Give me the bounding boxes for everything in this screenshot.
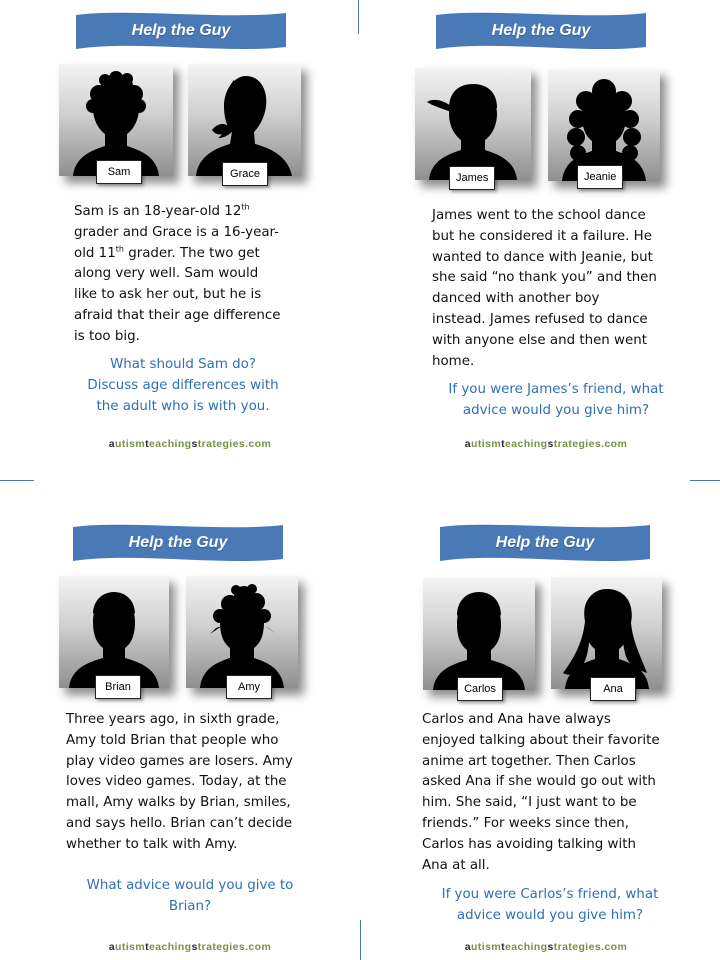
name-label-jeanie: Jeanie [577,165,623,189]
story-text: Three years ago, in sixth grade, Amy told Brian that people who play video games are losers. Amy loves video games. Today, at the mall, Amy walks by Brian, smiles, and says hello. Brian can’t decide whether to talk with Amy. [66,712,293,852]
cut-mark-left [0,480,34,481]
photo-brian [59,576,169,693]
discussion-question: If you were Carlos’s friend, what advice would you give him? [441,887,659,923]
website-footer: autismteachingstrategies.com [108,941,272,953]
website-footer: autismteachingstrategies.com [464,438,628,450]
name-label-ana: Ana [590,677,636,701]
card-banner [440,522,650,564]
discussion-question: If you were James’s friend, what advice would you give him? [448,382,664,418]
banner-title: Help the Guy [131,22,231,39]
story-text: James went to the school dance but he considered it a failure. He wanted to dance with Jeanie, but she said “no thank you” and then danced with another boy instead. James refused to dance with anyone else and then went home. [432,208,657,369]
website-footer: autismteachingstrategies.com [464,941,628,953]
name-label-carlos: Carlos [457,677,503,701]
short-hair-boy-silhouette-icon [423,578,535,690]
name-label-amy: Amy [226,675,272,699]
discussion-question: What advice would you give to Brian? [86,878,294,914]
story-text: Sam is an 18-year-old 12th grader and Grace is a 16-year- old 11th grader. The two get along very well. Sam would like to ask her out, but he is afraid that their age difference is too big. [74,202,281,344]
website-footer: autismteachingstrategies.com [108,438,272,450]
banner-title: Help the Guy [128,534,228,551]
name-label-grace: Grace [222,162,268,186]
card-banner [436,10,646,52]
cut-mark-right [690,480,720,481]
photo-james [415,68,531,184]
photo-amy [186,576,298,693]
cut-mark-bottom [360,920,361,960]
banner-title: Help the Guy [495,534,595,551]
discussion-question: What should Sam do? Discuss age differences with the adult who is with you. [87,357,279,414]
ponytail-girl-silhouette-icon [188,64,301,176]
name-label-james: James [449,166,495,190]
name-label-brian: Brian [95,675,141,699]
banner-title: Help the Guy [491,22,591,39]
card-banner [76,10,286,52]
cap-boy-silhouette-icon [415,68,531,180]
story-text: Carlos and Ana have always enjoyed talking about their favorite anime art together. Then Carlos asked Ana if she would go out with him. She said, “I just want to be friends.” For weeks since then, Carlos has avoiding talking with Ana at all. [422,712,660,873]
name-label-sam: Sam [96,160,142,184]
photo-sam [59,64,173,176]
short-hair-boy-silhouette-icon [59,576,169,688]
card-banner [73,522,283,564]
messy-bun-girl-silhouette-icon [186,576,298,688]
cut-mark-top [358,0,359,34]
photo-ana [551,577,662,695]
long-hair-girl-silhouette-icon [551,577,662,689]
photo-grace [188,64,301,180]
photo-jeanie [548,69,660,181]
photo-carlos [423,578,535,695]
